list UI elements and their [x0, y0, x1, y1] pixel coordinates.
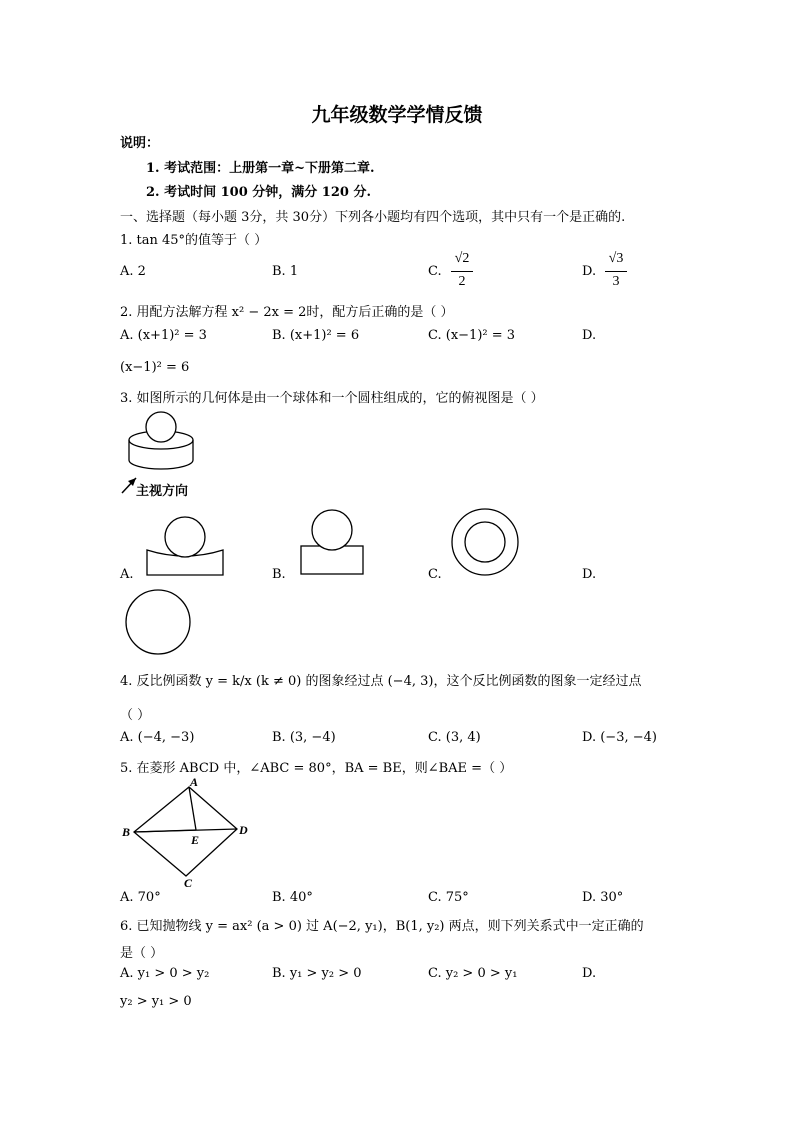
q5-label-e: E [191, 833, 200, 847]
q5-option-b: B. 40° [272, 890, 313, 905]
q3-option-d-figure [118, 584, 196, 662]
q3-direction-label: 主视方向 [136, 484, 189, 499]
page-title: 九年级数学学情反馈 [311, 104, 483, 126]
q2-option-d-value: (x−1)² = 6 [120, 360, 190, 375]
q1-option-d-label: D. [582, 264, 597, 279]
q2-option-d-label: D. [582, 328, 597, 343]
q2-stem: 2. 用配方法解方程 x² − 2x = 2时，配方后正确的是（ ） [120, 305, 454, 320]
q1-option-d-numerator: √3 [608, 251, 624, 266]
q5-option-a: A. 70° [120, 890, 161, 905]
q5-stem: 5. 在菱形 ABCD 中，∠ABC = 80°，BA = BE，则∠BAE =（ ） [120, 761, 513, 776]
q6-option-b: B. y₁ > y₂ > 0 [272, 966, 362, 981]
q5-option-c: C. 75° [428, 890, 469, 905]
q3-option-a: A. [120, 567, 134, 582]
q6-option-d-label: D. [582, 966, 597, 981]
q5-option-d: D. 30° [582, 890, 624, 905]
q5-label-b: B [122, 825, 131, 839]
q1-option-a: A. 2 [120, 264, 146, 279]
q6-option-a: A. y₁ > 0 > y₂ [120, 966, 210, 981]
notes-label: 说明： [120, 136, 160, 151]
q1-option-d-fraction-bar [605, 271, 627, 272]
q6-stem-continued: 是（ ） [120, 946, 164, 961]
q2-option-b: B. (x+1)² = 6 [272, 328, 360, 343]
q6-stem: 6. 已知抛物线 y = ax² (a > 0) 过 A(−2, y₁)，B(1, y₂) 两点，则下列关系式中一定正确的 [120, 919, 644, 934]
q3-option-a-figure [140, 512, 230, 580]
q3-option-c-figure [446, 505, 524, 583]
q3-option-b: B. [272, 567, 286, 582]
q4-option-a: A. (−4, −3) [120, 730, 195, 745]
section-heading: 一、选择题（每小题 3分，共 30分）下列各小题均有四个选项，其中只有一个是正确的. [120, 210, 626, 225]
q4-blank: （ ） [120, 708, 151, 723]
q1-option-c-label: C. [428, 264, 442, 279]
q3-stem: 3. 如图所示的几何体是由一个球体和一个圆柱组成的，它的俯视图是（ ） [120, 391, 544, 406]
q3-option-d: D. [582, 567, 597, 582]
q4-stem: 4. 反比例函数 y = k/x (k ≠ 0) 的图象经过点 (−4, 3)，这个反比例函数的图象一定经过点 [120, 674, 642, 689]
q5-label-c: C [184, 876, 193, 888]
q4-option-b: B. (3, −4) [272, 730, 336, 745]
q5-label-d: D [239, 823, 248, 837]
notes-item-1: 1. 考试范围：上册第一章~下册第二章. [146, 161, 375, 176]
q3-option-b-figure [292, 506, 372, 578]
q4-option-d: D. (−3, −4) [582, 730, 657, 745]
q2-option-a: A. (x+1)² = 3 [120, 328, 207, 343]
q1-option-c-denominator: 2 [458, 274, 466, 289]
q3-option-c: C. [428, 567, 442, 582]
q1-option-d-denominator: 3 [612, 274, 620, 289]
q6-option-d-value: y₂ > y₁ > 0 [120, 994, 192, 1009]
notes-item-2: 2. 考试时间 100 分钟，满分 120 分. [146, 185, 371, 200]
q6-option-c: C. y₂ > 0 > y₁ [428, 966, 518, 981]
q1-option-c-fraction-bar [451, 271, 473, 272]
q1-option-c-numerator: √2 [454, 251, 470, 266]
q4-option-c: C. (3, 4) [428, 730, 481, 745]
q5-rhombus-figure [118, 776, 258, 888]
q1-stem: 1. tan 45°的值等于（ ） [120, 233, 268, 248]
q2-option-c: C. (x−1)² = 3 [428, 328, 516, 343]
q1-option-b: B. 1 [272, 264, 299, 279]
q5-label-a: A [190, 776, 199, 789]
